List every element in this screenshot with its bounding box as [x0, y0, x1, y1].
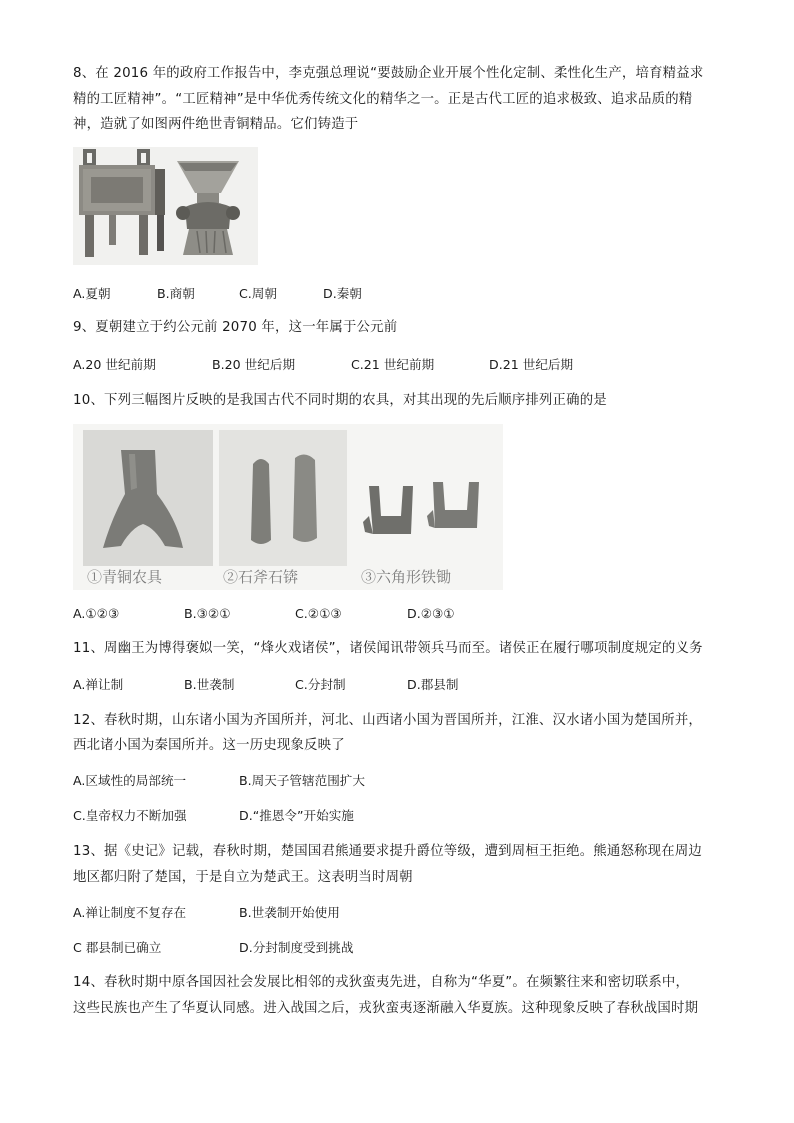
q9-option-d[interactable]: D.21 世纪后期	[489, 357, 574, 372]
caption-iron-hoe: ③六角形铁锄	[361, 568, 452, 586]
q8-options	[73, 284, 733, 304]
q10-options	[73, 604, 733, 624]
q10-option-c[interactable]: C.②①③	[295, 606, 342, 621]
q12-option-c[interactable]: C.皇帝权力不断加强	[73, 808, 187, 823]
q11-option-a[interactable]: A.禅让制	[73, 677, 124, 692]
bronze-ding-and-zun-image	[73, 147, 258, 265]
q9-options	[73, 355, 733, 375]
bronze-vessels-figure	[73, 147, 258, 265]
q12-option-d[interactable]: D.“推恩令”开始实施	[239, 808, 354, 823]
q10-option-b[interactable]: B.③②①	[184, 606, 231, 621]
q13-options-row-2	[73, 938, 733, 958]
q8-stem-line-2: 精的工匠精神”。“工匠精神”是中华优秀传统文化的精华之一。正是古代工匠的追求极致、追求品质的精	[73, 92, 693, 107]
q12-options-row-1	[73, 771, 733, 791]
q10-stem: 10、下列三幅图片反映的是我国古代不同时期的农具，对其出现的先后顺序排列正确的是	[73, 393, 607, 408]
q13-options-row-1	[73, 903, 733, 923]
q14-stem-line-1: 14、春秋时期中原各国因社会发展比相邻的戎狄蛮夷先进，自称为“华夏”。在频繁往来和密切联系中，	[73, 975, 690, 990]
q11-option-d[interactable]: D.郡县制	[407, 677, 459, 692]
q13-option-d[interactable]: D.分封制度受到挑战	[239, 940, 354, 955]
q13-stem-line-2: 地区都归附了楚国，于是自立为楚武王。这表明当时周朝	[73, 870, 413, 885]
q14-stem-line-2: 这些民族也产生了华夏认同感。进入战国之后，戎狄蛮夷逐渐融入华夏族。这种现象反映了春秋战国时期	[73, 1001, 699, 1016]
q11-options	[73, 675, 733, 695]
q9-option-b[interactable]: B.20 世纪后期	[212, 357, 296, 372]
q8-option-a[interactable]: A.夏朝	[73, 286, 111, 301]
q8-stem-line-1: 8、在 2016 年的政府工作报告中，李克强总理说“要鼓励企业开展个性化定制、柔性化生产，培育精益求	[73, 66, 704, 81]
q13-option-c[interactable]: C 郡县制已确立	[73, 940, 162, 955]
q10-option-d[interactable]: D.②③①	[407, 606, 455, 621]
q8-stem-line-3: 神，造就了如图两件绝世青铜精品。它们铸造于	[73, 117, 359, 132]
q9-stem: 9、夏朝建立于约公元前 2070 年，这一年属于公元前	[73, 320, 398, 335]
q8-option-c[interactable]: C.周朝	[239, 286, 277, 301]
q12-option-b[interactable]: B.周天子管辖范围扩大	[239, 773, 365, 788]
q8-option-b[interactable]: B.商朝	[157, 286, 195, 301]
q9-option-c[interactable]: C.21 世纪前期	[351, 357, 435, 372]
q12-stem-line-2: 西北诸小国为秦国所并。这一历史现象反映了	[73, 738, 345, 753]
q12-options-row-2	[73, 806, 733, 826]
q12-option-a[interactable]: A.区域性的局部统一	[73, 773, 187, 788]
q13-stem-line-1: 13、据《史记》记载，春秋时期，楚国国君熊通要求提升爵位等级，遭到周桓王拒绝。熊通怒称现在周边	[73, 844, 703, 859]
q11-option-c[interactable]: C.分封制	[295, 677, 346, 692]
q12-stem-line-1: 12、春秋时期，山东诸小国为齐国所并，河北、山西诸小国为晋国所并，江淮、汉水诸小国为楚国所并，	[73, 713, 703, 728]
caption-stone-axe: ②石斧石锛	[223, 568, 299, 586]
q8-option-d[interactable]: D.秦朝	[323, 286, 362, 301]
farm-tools-figure	[73, 424, 503, 590]
q11-option-b[interactable]: B.世袭制	[184, 677, 235, 692]
q10-option-a[interactable]: A.①②③	[73, 606, 120, 621]
caption-bronze-tool: ①青铜农具	[87, 568, 163, 586]
q11-stem: 11、周幽王为博得褒姒一笑，“烽火戏诸侯”，诸侯闻讯带领兵马而至。诸侯正在履行哪项制度规定的义务	[73, 641, 703, 656]
q13-option-a[interactable]: A.禅让制度不复存在	[73, 905, 187, 920]
q13-option-b[interactable]: B.世袭制开始使用	[239, 905, 340, 920]
q9-option-a[interactable]: A.20 世纪前期	[73, 357, 156, 372]
